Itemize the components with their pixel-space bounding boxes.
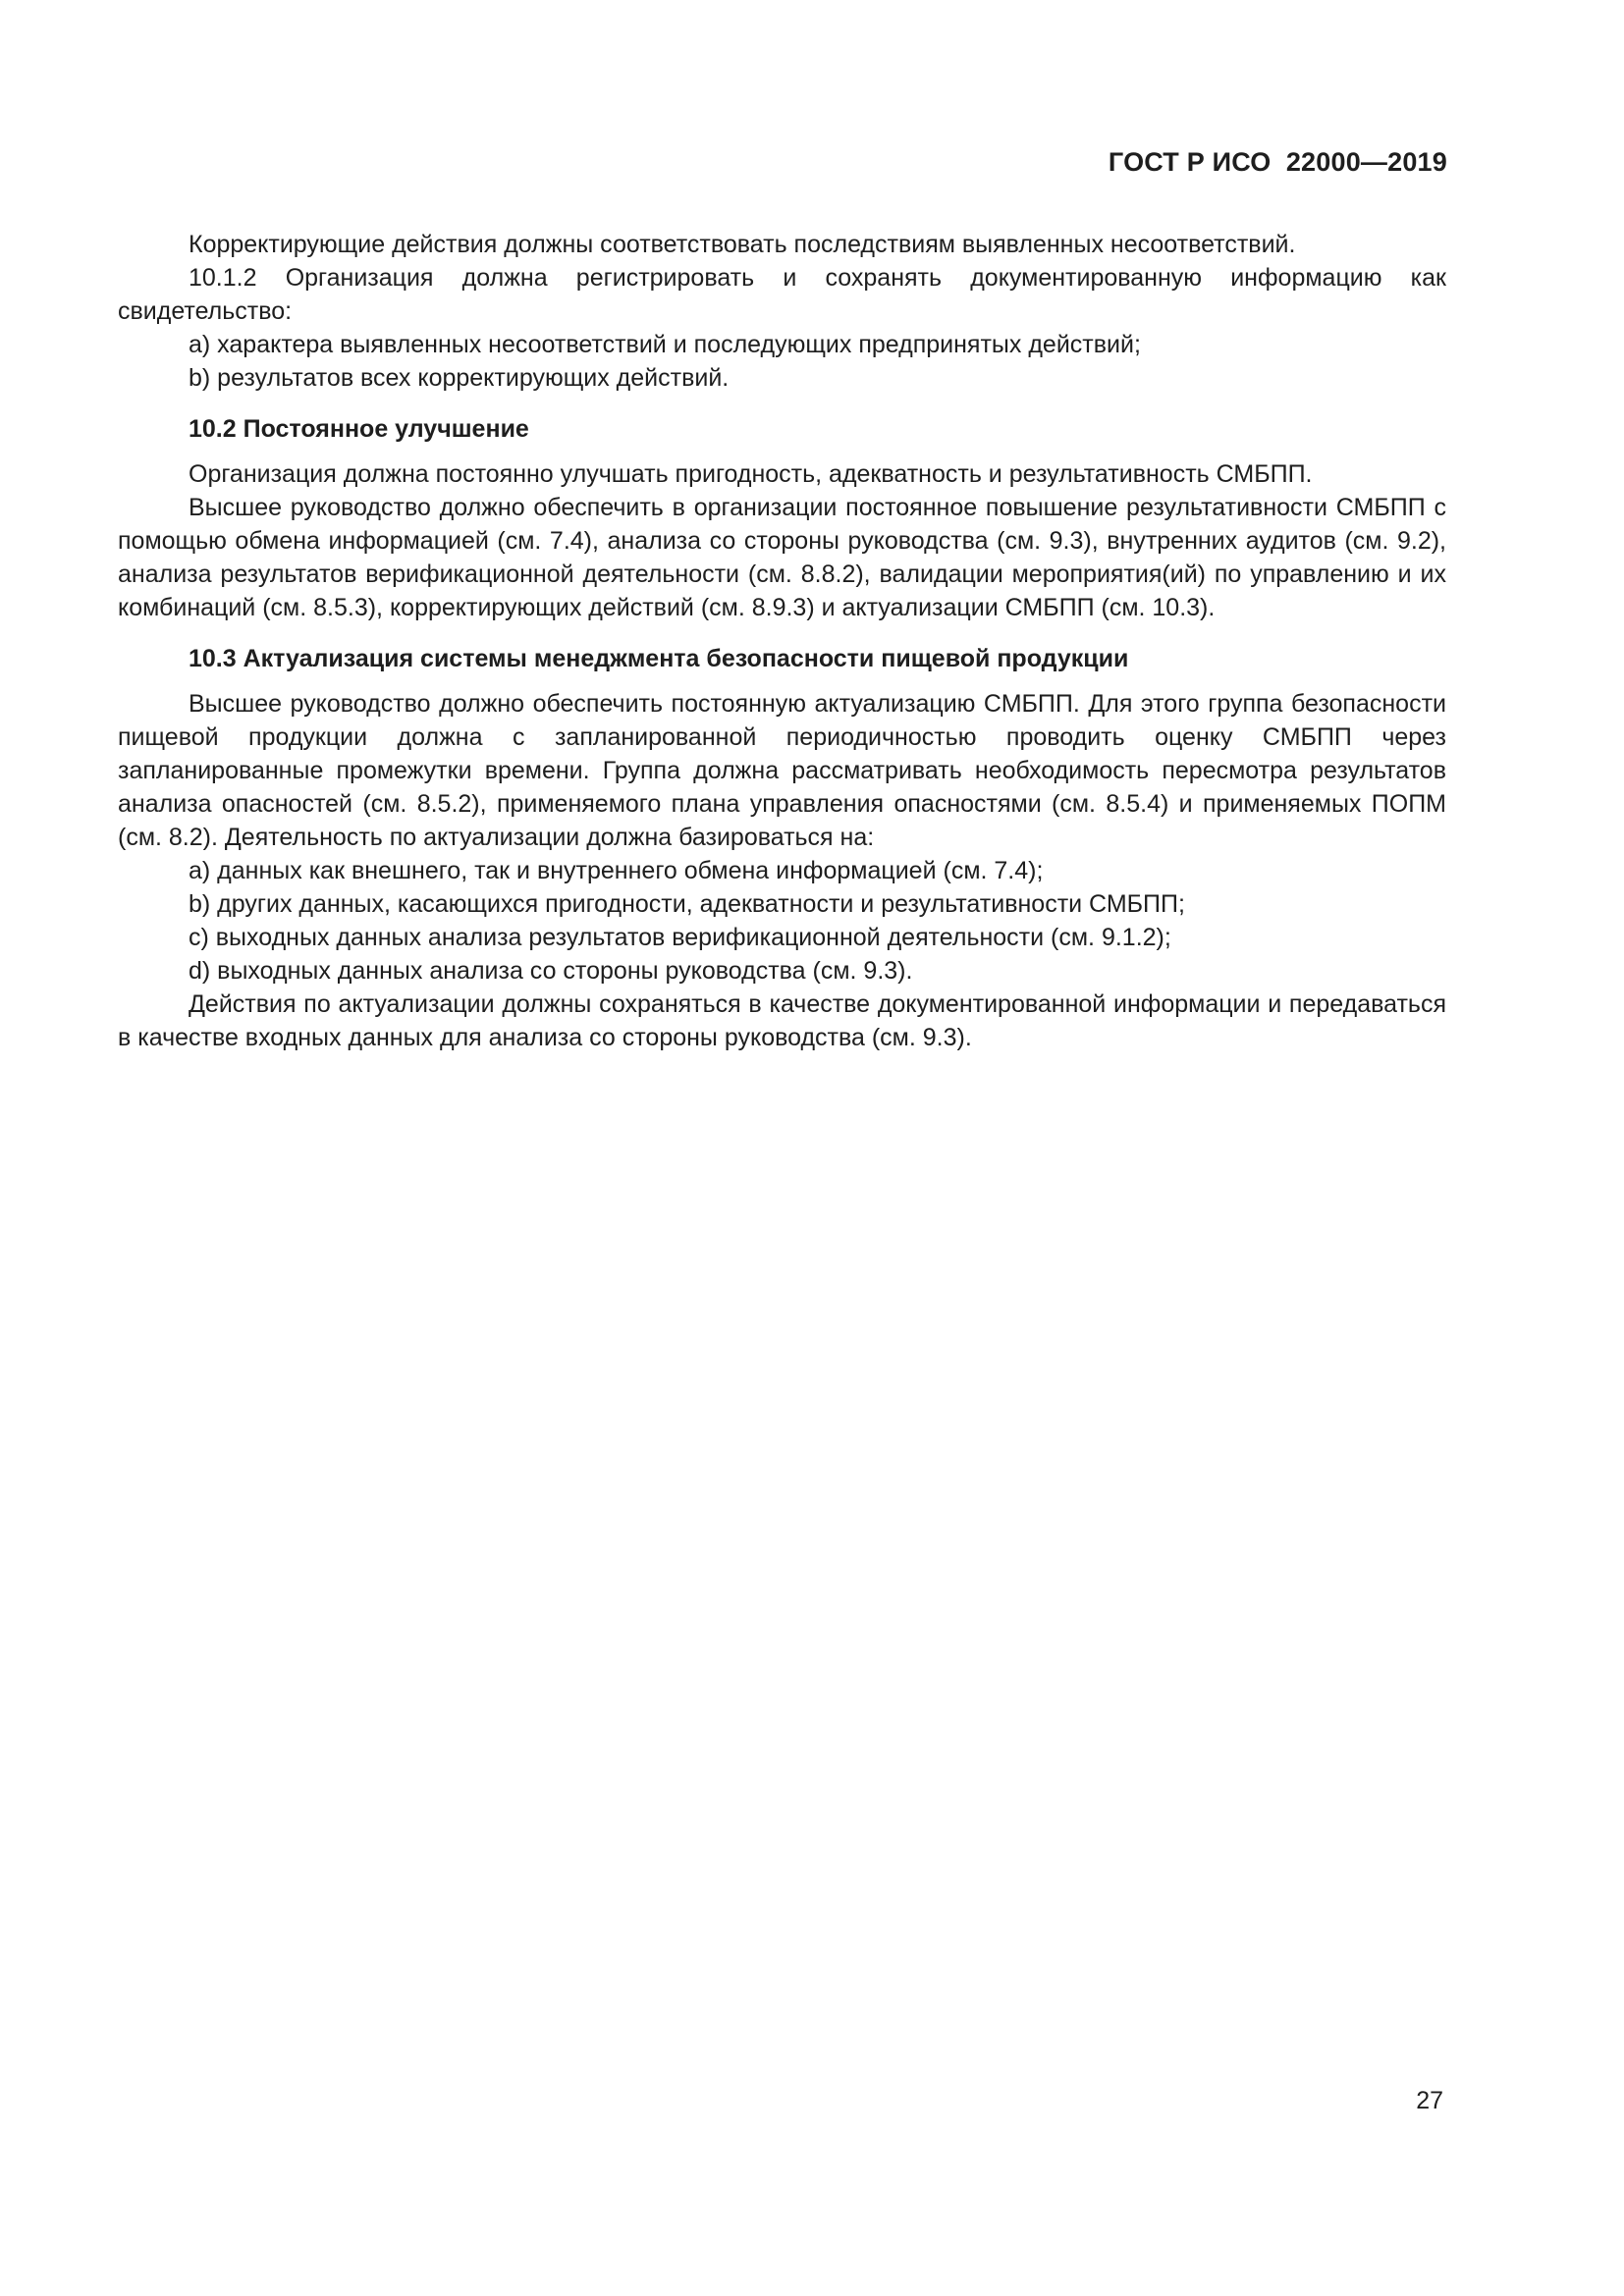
list-item-10-3-b: b) других данных, касающихся пригодности, адекватности и результативности СМБПП; [189, 890, 1185, 918]
section-heading-10-3: 10.3 Актуализация системы менеджмента безопасности пищевой продукции [189, 645, 1129, 672]
paragraph-10-2-improve: Организация должна постоянно улучшать пригодность, адекватность и результативность СМБПП. [189, 460, 1313, 488]
page-number: 27 [1416, 2087, 1443, 2114]
paragraph-corrective-actions: Корректирующие действия должны соответствовать последствиям выявленных несоответствий. [189, 231, 1296, 258]
list-item-10-3-c: c) выходных данных анализа результатов верификационной деятельности (см. 9.1.2); [189, 924, 1171, 951]
list-item-10-1-2-b: b) результатов всех корректирующих действий. [189, 364, 730, 392]
list-item-10-3-a: a) данных как внешнего, так и внутреннего обмена информацией (см. 7.4); [189, 857, 1044, 884]
list-item-10-3-d: d) выходных данных анализа со стороны руководства (см. 9.3). [189, 957, 913, 985]
list-item-10-1-2-a: a) характера выявленных несоответствий и последующих предпринятых действий; [189, 331, 1141, 358]
paragraph-10-1-2: 10.1.2 Организация должна регистрировать и сохранять документированную информацию как свидетельство: [118, 264, 1446, 325]
document-header-code: ГОСТ Р ИСО 22000—2019 [1108, 147, 1447, 177]
section-heading-10-2: 10.2 Постоянное улучшение [189, 415, 529, 443]
paragraph-10-3-update: Высшее руководство должно обеспечить постоянную актуализацию СМБПП. Для этого группа безопасности пищевой продукции должна с запланированной периодичностью проводить оценку СМБПП через запланированные промежутки времени. Группа должна рассматривать необходимость пересмотра результатов анализа опасностей (см. 8.5.2), применяемого плана управления опасностями (см. 8.5.4) и применяемых ПОПМ (см. 8.2). Деятельность по актуализации должна базироваться на: [118, 690, 1446, 851]
document-body [118, 228, 1446, 1054]
paragraph-10-3-record: Действия по актуализации должны сохраняться в качестве документированной информации и передаваться в качестве входных данных для анализа со стороны руководства (см. 9.3). [118, 990, 1446, 1051]
paragraph-10-2-top-management: Высшее руководство должно обеспечить в организации постоянное повышение результативности СМБПП с помощью обмена информацией (см. 7.4), анализа со стороны руководства (см. 9.3), внутренних аудитов (см. 9.2), анализа результатов верификационной деятельности (см. 8.8.2), валидации мероприятия(ий) по управлению и их комбинаций (см. 8.5.3), корректирующих действий (см. 8.9.3) и актуализации СМБПП (см. 10.3). [118, 494, 1446, 621]
